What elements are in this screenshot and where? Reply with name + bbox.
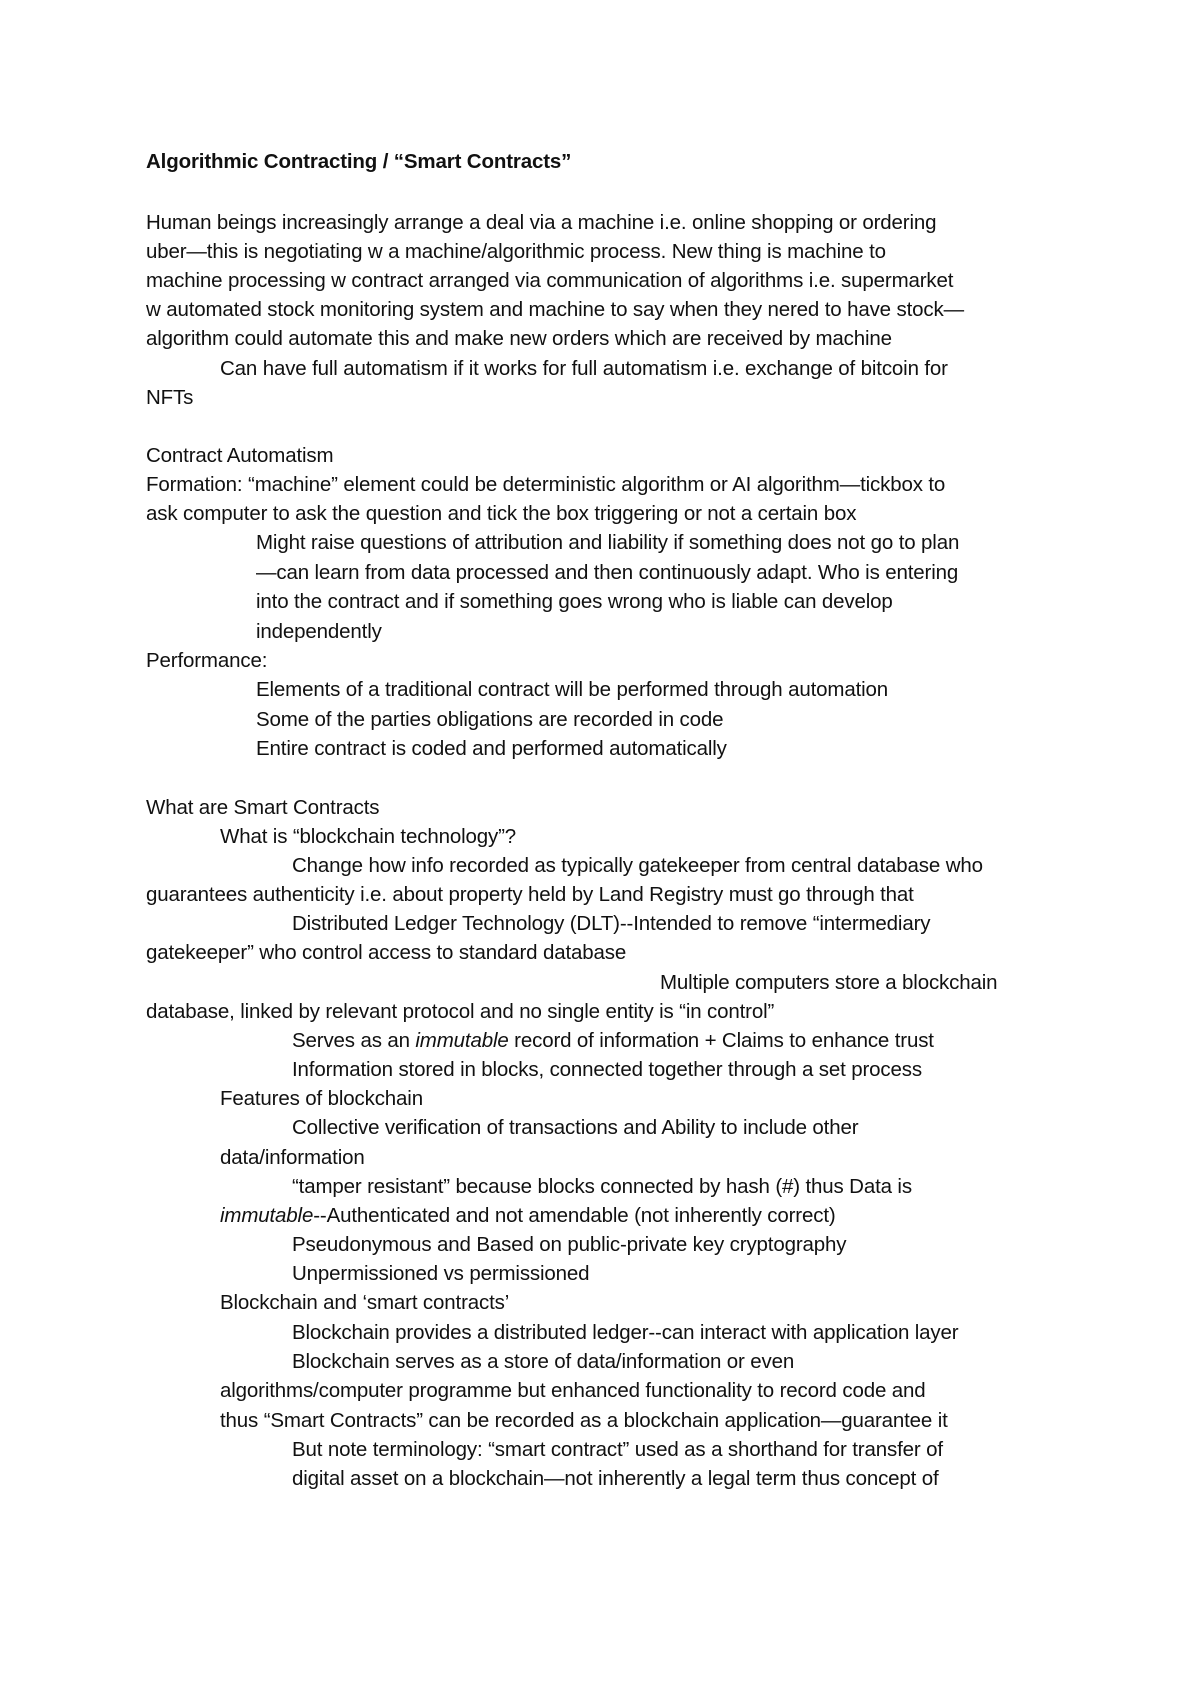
paragraph-line: into the contract and if something goes wrong who is liable can develop xyxy=(256,590,893,613)
paragraph-line: Change how info recorded as typically gatekeeper from central database who xyxy=(292,854,983,877)
paragraph-line: Multiple computers store a blockchain xyxy=(660,971,998,994)
intro-line: Can have full automatism if it works for full automatism i.e. exchange of bitcoin for xyxy=(220,357,948,380)
paragraph-line: Information stored in blocks, connected together through a set process xyxy=(292,1058,922,1081)
text-run: Serves as an xyxy=(292,1029,416,1052)
paragraph-line: database, linked by relevant protocol and no single entity is “in control” xyxy=(146,1000,775,1023)
paragraph-line: independently xyxy=(256,620,382,643)
paragraph-line: digital asset on a blockchain—not inherently a legal term thus concept of xyxy=(292,1467,939,1490)
intro-line: Human beings increasingly arrange a deal via a machine i.e. online shopping or ordering xyxy=(146,211,937,234)
paragraph-line: Unpermissioned vs permissioned xyxy=(292,1262,590,1285)
intro-line: NFTs xyxy=(146,386,194,409)
paragraph-line: But note terminology: “smart contract” used as a shorthand for transfer of xyxy=(292,1438,943,1461)
text-run: --Authenticated and not amendable (not inherently correct) xyxy=(313,1204,836,1227)
list-item: Entire contract is coded and performed automatically xyxy=(256,737,727,760)
emphasis-text: immutable xyxy=(415,1029,509,1052)
paragraph-line: algorithms/computer programme but enhanced functionality to record code and xyxy=(220,1379,926,1402)
subheading: What is “blockchain technology”? xyxy=(220,825,517,848)
paragraph-line: gatekeeper” who control access to standard database xyxy=(146,941,627,964)
paragraph-line: Collective verification of transactions and Ability to include other xyxy=(292,1116,859,1139)
intro-line: w automated stock monitoring system and machine to say when they nered to have stock— xyxy=(146,298,964,321)
intro-line: algorithm could automate this and make new orders which are received by machine xyxy=(146,327,892,350)
emphasis-text: immutable xyxy=(220,1204,314,1227)
paragraph-line xyxy=(292,1026,934,1055)
paragraph-line: Distributed Ledger Technology (DLT)--Intended to remove “intermediary xyxy=(292,912,931,935)
list-item: Elements of a traditional contract will be performed through automation xyxy=(256,678,889,701)
paragraph-line: guarantees authenticity i.e. about property held by Land Registry must go through that xyxy=(146,883,914,906)
intro-line: machine processing w contract arranged via communication of algorithms i.e. supermarket xyxy=(146,269,954,292)
paragraph-line: data/information xyxy=(220,1146,365,1169)
text-run: record of information + Claims to enhance trust xyxy=(508,1029,934,1052)
paragraph-line: Pseudonymous and Based on public-private key cryptography xyxy=(292,1233,847,1256)
subheading: Features of blockchain xyxy=(220,1087,423,1110)
subheading: Blockchain and ‘smart contracts’ xyxy=(220,1291,510,1314)
document-title: Algorithmic Contracting / “Smart Contracts” xyxy=(146,150,572,173)
intro-line: uber—this is negotiating w a machine/algorithmic process. New thing is machine to xyxy=(146,240,886,263)
paragraph-line: Blockchain serves as a store of data/information or even xyxy=(292,1350,795,1373)
paragraph-line: Formation: “machine” element could be deterministic algorithm or AI algorithm—tickbox to xyxy=(146,473,946,496)
paragraph-line: thus “Smart Contracts” can be recorded as a blockchain application—guarantee it xyxy=(220,1409,948,1432)
section-heading: What are Smart Contracts xyxy=(146,796,380,819)
list-item: Some of the parties obligations are recorded in code xyxy=(256,708,724,731)
paragraph-line: ask computer to ask the question and tick the box triggering or not a certain box xyxy=(146,502,857,525)
subheading: Performance: xyxy=(146,649,268,672)
paragraph-line: Blockchain provides a distributed ledger--can interact with application layer xyxy=(292,1321,959,1344)
paragraph-line: “tamper resistant” because blocks connected by hash (#) thus Data is xyxy=(292,1175,912,1198)
section-heading: Contract Automatism xyxy=(146,444,334,467)
paragraph-line xyxy=(220,1201,836,1230)
paragraph-line: Might raise questions of attribution and liability if something does not go to plan xyxy=(256,531,960,554)
paragraph-line: —can learn from data processed and then continuously adapt. Who is entering xyxy=(256,561,959,584)
